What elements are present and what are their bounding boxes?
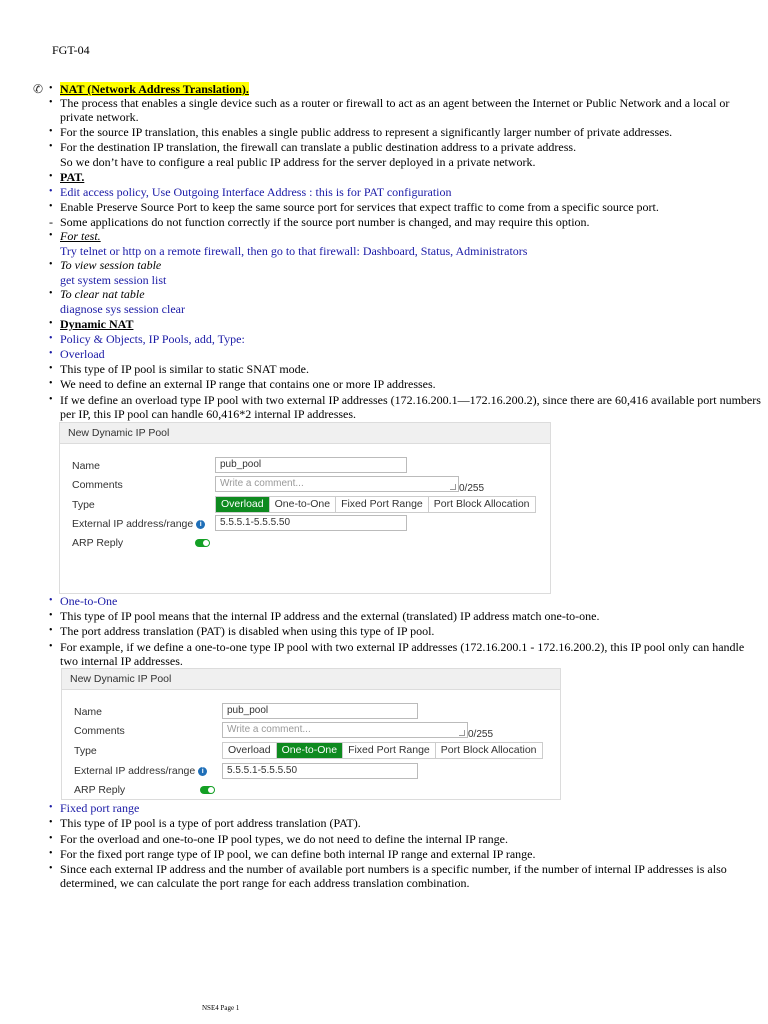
bullet: • bbox=[49, 394, 53, 405]
text-line: For the overload and one-to-one IP pool types, we do not need to define the internal IP range. bbox=[60, 832, 508, 846]
bullet: • bbox=[49, 833, 53, 844]
type-port-block-allocation[interactable]: Port Block Allocation bbox=[429, 497, 535, 512]
type-fixed-port-range[interactable]: Fixed Port Range bbox=[336, 497, 429, 512]
comment-counter: 0/255 bbox=[468, 729, 494, 740]
arp-reply-toggle[interactable] bbox=[195, 539, 210, 547]
text-line: Policy & Objects, IP Pools, add, Type: bbox=[60, 332, 245, 346]
type-label: Type bbox=[74, 745, 97, 757]
text-line: Edit access policy, Use Outgoing Interface Address : this is for PAT configuration bbox=[60, 185, 452, 199]
bullet: • bbox=[49, 97, 53, 108]
text-line: So we don’t have to configure a real public IP address for the server deployed in a private network. bbox=[60, 155, 536, 169]
command-line: diagnose sys session clear bbox=[60, 302, 185, 316]
bullet: • bbox=[49, 863, 53, 874]
bullet: • bbox=[49, 259, 53, 270]
name-label: Name bbox=[72, 460, 101, 472]
type-port-block-allocation[interactable]: Port Block Allocation bbox=[436, 743, 542, 758]
bullet: • bbox=[49, 318, 53, 329]
bullet: • bbox=[49, 802, 53, 813]
bullet: • bbox=[49, 141, 53, 152]
info-icon[interactable]: i bbox=[198, 767, 207, 776]
type-fixed-port-range[interactable]: Fixed Port Range bbox=[343, 743, 436, 758]
bullet: • bbox=[49, 625, 53, 636]
bullet: • bbox=[49, 595, 53, 606]
text-line: We need to define an external IP range that contains one or more IP addresses. bbox=[60, 377, 436, 391]
dash-bullet: - bbox=[49, 215, 53, 229]
name-input[interactable]: pub_pool bbox=[222, 703, 418, 719]
text-line: If we define an overload type IP pool with two external IP addresses (172.16.200.1—172.16.200.2), since there are 60,416 available port numbers per IP, this IP pool can handle 60,416*2 internal IP addresses. bbox=[60, 393, 761, 421]
dialog-title: New Dynamic IP Pool bbox=[60, 423, 550, 444]
bullet: • bbox=[49, 333, 53, 344]
bullet: • bbox=[49, 171, 53, 182]
text-line: Some applications do not function correctly if the source port number is changed, and may require this option. bbox=[60, 215, 590, 229]
resize-grip[interactable] bbox=[450, 484, 456, 490]
external-ip-input[interactable]: 5.5.5.1-5.5.5.50 bbox=[222, 763, 418, 779]
bullet: • bbox=[49, 288, 53, 299]
bullet: • bbox=[49, 363, 53, 374]
dynamic-ip-pool-dialog-overload bbox=[59, 422, 551, 594]
name-input[interactable]: pub_pool bbox=[215, 457, 407, 473]
arp-reply-label: ARP Reply bbox=[74, 784, 126, 796]
text-line: The port address translation (PAT) is disabled when using this type of IP pool. bbox=[60, 624, 435, 638]
arp-reply-toggle[interactable] bbox=[200, 786, 215, 794]
bullet: • bbox=[49, 817, 53, 828]
external-ip-label: External IP address/range i bbox=[72, 518, 205, 530]
comments-input[interactable]: Write a comment... bbox=[222, 722, 468, 738]
text-line: This type of IP pool means that the internal IP address and the external (translated) IP address match one-to-one. bbox=[60, 609, 600, 623]
resize-grip[interactable] bbox=[459, 730, 465, 736]
type-one-to-one[interactable]: One-to-One bbox=[270, 497, 336, 512]
external-ip-label: External IP address/range i bbox=[74, 765, 207, 777]
pat-heading: PAT. bbox=[60, 170, 85, 184]
external-ip-input[interactable]: 5.5.5.1-5.5.5.50 bbox=[215, 515, 407, 531]
bullet: • bbox=[49, 201, 53, 212]
type-overload[interactable]: Overload bbox=[216, 497, 270, 512]
text-line: To view session table bbox=[60, 258, 162, 272]
text-line: Since each external IP address and the number of available port numbers is a specific number, if the number of internal IP addresses is also determined, we can calculate the port range for each address translation combination. bbox=[60, 862, 727, 890]
bullet: • bbox=[49, 848, 53, 859]
text-line: Try telnet or http on a remote firewall, then go to that firewall: Dashboard, Status, Administrators bbox=[60, 244, 528, 258]
nat-heading: NAT (Network Address Translation). bbox=[60, 82, 249, 96]
bullet: • bbox=[49, 610, 53, 621]
bullet: • bbox=[49, 641, 53, 652]
comments-input[interactable]: Write a comment... bbox=[215, 476, 459, 492]
bullet: • bbox=[49, 126, 53, 137]
type-selector bbox=[215, 496, 536, 513]
type-selector bbox=[222, 742, 543, 759]
test-heading: For test. bbox=[60, 229, 101, 243]
bullet: • bbox=[49, 230, 53, 241]
comments-label: Comments bbox=[74, 725, 125, 737]
comment-counter: 0/255 bbox=[459, 483, 485, 494]
bullet: • bbox=[49, 378, 53, 389]
text-line: For the source IP translation, this enables a single public address to represent a significantly larger number of private addresses. bbox=[60, 125, 673, 139]
text-line: For the fixed port range type of IP pool, we can define both internal IP range and external IP range. bbox=[60, 847, 536, 861]
dynamic-nat-heading: Dynamic NAT bbox=[60, 317, 134, 331]
page-header: FGT-04 bbox=[52, 43, 90, 57]
fixed-port-range-heading: Fixed port range bbox=[60, 801, 140, 815]
text-line: This type of IP pool is similar to static SNAT mode. bbox=[60, 362, 309, 376]
text-line: The process that enables a single device such as a router or firewall to act as an agent between the Internet or Public Network and a local or private network. bbox=[60, 96, 730, 124]
text-line: For example, if we define a one-to-one type IP pool with two external IP addresses (172.16.200.1 - 172.16.200.2), this IP pool only can handle two internal IP addresses. bbox=[60, 640, 745, 668]
dialog-title: New Dynamic IP Pool bbox=[62, 669, 560, 690]
info-icon[interactable]: i bbox=[196, 520, 205, 529]
command-line: get system session list bbox=[60, 273, 167, 287]
type-one-to-one[interactable]: One-to-One bbox=[277, 743, 343, 758]
bullet: • bbox=[49, 348, 53, 359]
text-line: Enable Preserve Source Port to keep the same source port for services that expect traffic to come from a specific source port. bbox=[60, 200, 659, 214]
text-line: This type of IP pool is a type of port address translation (PAT). bbox=[60, 816, 361, 830]
phone-icon: ✆ bbox=[33, 82, 44, 96]
arp-reply-label: ARP Reply bbox=[72, 537, 124, 549]
type-label: Type bbox=[72, 499, 95, 511]
bullet: • bbox=[49, 83, 53, 94]
name-label: Name bbox=[74, 706, 103, 718]
dynamic-ip-pool-dialog-one-to-one bbox=[61, 668, 561, 800]
page-footer: NSE4 Page 1 bbox=[202, 1004, 240, 1012]
comments-label: Comments bbox=[72, 479, 123, 491]
one-to-one-heading: One-to-One bbox=[60, 594, 118, 608]
overload-heading: Overload bbox=[60, 347, 105, 361]
text-line: To clear nat table bbox=[60, 287, 145, 301]
text-line: For the destination IP translation, the firewall can translate a public destination address to a private address. bbox=[60, 140, 577, 154]
type-overload[interactable]: Overload bbox=[223, 743, 277, 758]
bullet: • bbox=[49, 186, 53, 197]
